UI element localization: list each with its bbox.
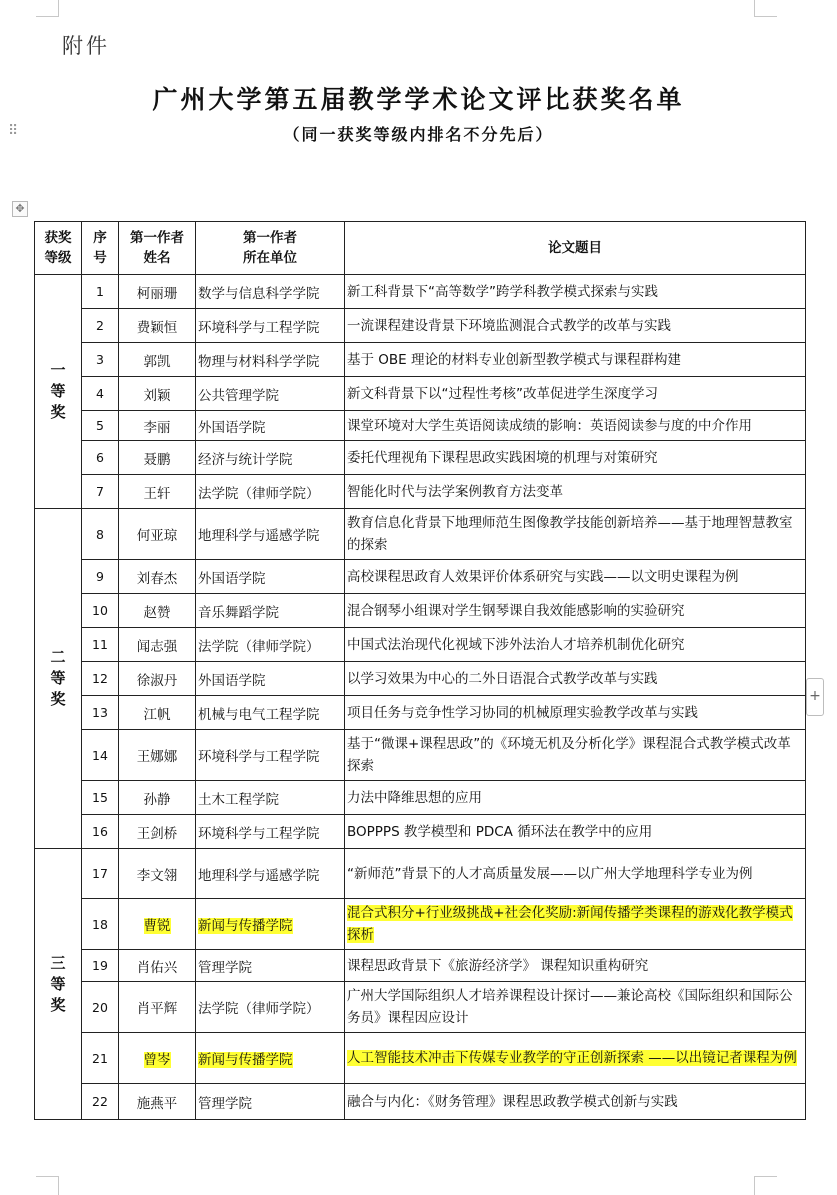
- author-name: 闻志强: [136, 638, 178, 655]
- table-row: [35, 1084, 806, 1120]
- seq-number: 4: [96, 386, 104, 401]
- seq-number: 3: [96, 352, 104, 367]
- seq-number: 8: [96, 526, 104, 542]
- table-row: [35, 849, 806, 899]
- table-row: [35, 950, 806, 982]
- seq-number: 22: [92, 1094, 108, 1109]
- paper-title: 一流课程建设背景下环境监测混合式教学的改革与实践: [347, 317, 671, 334]
- table-row: [35, 815, 806, 849]
- author-unit: 地理科学与遥感学院: [198, 867, 320, 884]
- author-name: 王剑桥: [136, 825, 178, 842]
- author-unit: 外国语学院: [198, 419, 266, 436]
- award-level-cell: 二 等 奖: [35, 509, 82, 849]
- author-name: 施燕平: [136, 1095, 178, 1112]
- seq-number: 5: [96, 418, 104, 433]
- paper-title: 混合式积分+行业级挑战+社会化奖励:新闻传播学类课程的游戏化教学模式探析: [347, 905, 793, 943]
- author-name: 肖平辉: [136, 1001, 178, 1017]
- paper-title: 融合与内化：《财务管理》课程思政教学模式创新与实践: [347, 1093, 678, 1110]
- page-corner-mark: [754, 0, 777, 17]
- seq-number: 13: [92, 705, 108, 720]
- seq-number: 10: [92, 603, 108, 618]
- awards-table: [34, 221, 806, 1120]
- author-unit: 法学院（律师学院）: [198, 1001, 320, 1017]
- author-name: 刘颖: [143, 387, 171, 404]
- paper-title: 智能化时代与法学案例教育方法变革: [347, 483, 563, 500]
- author-unit: 地理科学与遥感学院: [198, 528, 320, 544]
- document-subtitle: （同一获奖等级内排名不分先后）: [283, 125, 554, 144]
- table-row: [35, 475, 806, 509]
- seq-number: 18: [92, 916, 108, 932]
- author-name: 曾岑: [143, 1052, 171, 1068]
- author-name: 曹锐: [143, 918, 171, 934]
- table-move-handle-icon[interactable]: ✥: [12, 201, 28, 217]
- author-unit: 外国语学院: [198, 570, 266, 587]
- author-unit: 机械与电气工程学院: [198, 706, 320, 723]
- author-name: 王轩: [143, 485, 171, 502]
- author-name: 赵赞: [143, 604, 171, 621]
- paper-title: 课程思政背景下《旅游经济学》 课程知识重构研究: [347, 957, 649, 974]
- table-row: [35, 594, 806, 628]
- seq-number: 11: [92, 637, 108, 652]
- add-column-button[interactable]: +: [806, 678, 824, 716]
- author-name: 江帆: [143, 706, 171, 723]
- seq-number: 14: [92, 747, 108, 763]
- table-row: [35, 411, 806, 441]
- paper-title: 以学习效果为中心的二外日语混合式教学改革与实践: [347, 670, 658, 687]
- author-unit: 法学院（律师学院）: [198, 485, 320, 502]
- author-unit: 新闻与传播学院: [198, 1052, 293, 1068]
- paper-title: 新文科背景下以“过程性考核”改革促进学生深度学习: [347, 385, 658, 402]
- table-row: [35, 441, 806, 475]
- seq-number: 16: [92, 824, 108, 839]
- author-name: 刘春杰: [136, 570, 178, 587]
- header-seq: 序 号: [82, 222, 119, 275]
- header-unit: 第一作者 所在单位: [196, 222, 345, 275]
- award-level-cell: 一 等 奖: [35, 275, 82, 509]
- author-name: 李丽: [143, 419, 171, 436]
- seq-number: 19: [92, 958, 108, 973]
- table-row: [35, 343, 806, 377]
- paper-title: 项目任务与竞争性学习协同的机械原理实验教学改革与实践: [347, 704, 698, 721]
- table-row: [35, 309, 806, 343]
- paper-title: 中国式法治现代化视域下涉外法治人才培养机制优化研究: [347, 636, 685, 653]
- seq-number: 15: [92, 790, 108, 805]
- paper-title: 新工科背景下“高等数学”跨学科教学模式探索与实践: [347, 283, 658, 300]
- paper-title: 基于“微课+课程思政”的《环境无机及分析化学》课程混合式教学模式改革探索: [347, 736, 791, 774]
- table-row: [35, 560, 806, 594]
- attachment-label: 附件: [62, 34, 110, 58]
- author-name: 李文翎: [136, 867, 178, 884]
- seq-number: 2: [96, 318, 104, 333]
- table-row: [35, 696, 806, 730]
- table-row: [35, 377, 806, 411]
- author-unit: 公共管理学院: [198, 387, 279, 404]
- table-row: [35, 730, 806, 781]
- author-name: 聂鹏: [143, 451, 171, 468]
- author-name: 何亚琼: [136, 528, 178, 544]
- author-name: 费颖恒: [136, 319, 178, 336]
- table-row: [35, 509, 806, 560]
- page-corner-mark: [36, 0, 59, 17]
- author-name: 王娜娜: [136, 749, 178, 765]
- paper-title: 混合钢琴小组课对学生钢琴课自我效能感影响的实验研究: [347, 602, 685, 619]
- paper-title: 教育信息化背景下地理师范生图像教学技能创新培养——基于地理智慧教室的探索: [347, 515, 793, 553]
- author-unit: 经济与统计学院: [198, 451, 293, 468]
- table-header-row: [35, 222, 806, 275]
- header-paper: 论文题目: [345, 222, 806, 275]
- author-unit: 环境科学与工程学院: [198, 749, 320, 765]
- author-unit: 外国语学院: [198, 672, 266, 689]
- seq-number: 21: [92, 1050, 108, 1066]
- seq-number: 17: [92, 866, 108, 881]
- paper-title: 力法中降维思想的应用: [347, 789, 482, 806]
- award-level-cell: 三 等 奖: [35, 849, 82, 1120]
- paper-title: 基于 OBE 理论的材料专业创新型教学模式与课程群构建: [347, 351, 681, 368]
- paper-title: 委托代理视角下课程思政实践困境的机理与对策研究: [347, 449, 658, 466]
- table-row: [35, 982, 806, 1033]
- seq-number: 7: [96, 484, 104, 499]
- author-name: 徐淑丹: [136, 672, 178, 689]
- seq-number: 12: [92, 671, 108, 686]
- seq-number: 1: [96, 284, 104, 299]
- author-unit: 管理学院: [198, 959, 252, 976]
- seq-number: 9: [96, 569, 104, 584]
- author-unit: 数学与信息科学学院: [198, 285, 320, 302]
- header-level: 获奖 等级: [35, 222, 82, 275]
- table-row: [35, 275, 806, 309]
- author-name: 肖佑兴: [136, 959, 178, 976]
- header-author: 第一作者 姓名: [119, 222, 196, 275]
- paper-title: 广州大学国际组织人才培养课程设计探讨——兼论高校《国际组织和国际公务员》课程因应设计: [347, 988, 793, 1026]
- document-title: 广州大学第五届教学学术论文评比获奖名单: [152, 85, 685, 114]
- paper-title: 课堂环境对大学生英语阅读成绩的影响：英语阅读参与度的中介作用: [347, 417, 752, 434]
- seq-number: 20: [92, 999, 108, 1015]
- table-row: [35, 1033, 806, 1084]
- author-unit: 法学院（律师学院）: [198, 638, 320, 655]
- table-row: [35, 899, 806, 950]
- author-name: 柯丽珊: [136, 285, 178, 302]
- author-name: 孙静: [143, 791, 171, 808]
- author-unit: 环境科学与工程学院: [198, 825, 320, 842]
- drag-handle-icon[interactable]: ⠿: [8, 123, 19, 139]
- author-unit: 土木工程学院: [198, 791, 279, 808]
- paper-title: “新师范”背景下的人才高质量发展——以广州大学地理科学专业为例: [347, 865, 753, 882]
- author-unit: 管理学院: [198, 1095, 252, 1112]
- author-unit: 环境科学与工程学院: [198, 319, 320, 336]
- paper-title: 人工智能技术冲击下传媒专业教学的守正创新探索 ——以出镜记者课程为例: [347, 1050, 797, 1066]
- paper-title: BOPPPS 教学模型和 PDCA 循环法在教学中的应用: [347, 823, 653, 840]
- paper-title: 高校课程思政育人效果评价体系研究与实践——以文明史课程为例: [347, 568, 739, 585]
- seq-number: 6: [96, 450, 104, 465]
- author-name: 郭凯: [143, 353, 171, 370]
- author-unit: 物理与材料科学学院: [198, 353, 320, 370]
- table-row: [35, 781, 806, 815]
- author-unit: 音乐舞蹈学院: [198, 604, 279, 621]
- table-row: [35, 662, 806, 696]
- author-unit: 新闻与传播学院: [198, 918, 293, 934]
- table-row: [35, 628, 806, 662]
